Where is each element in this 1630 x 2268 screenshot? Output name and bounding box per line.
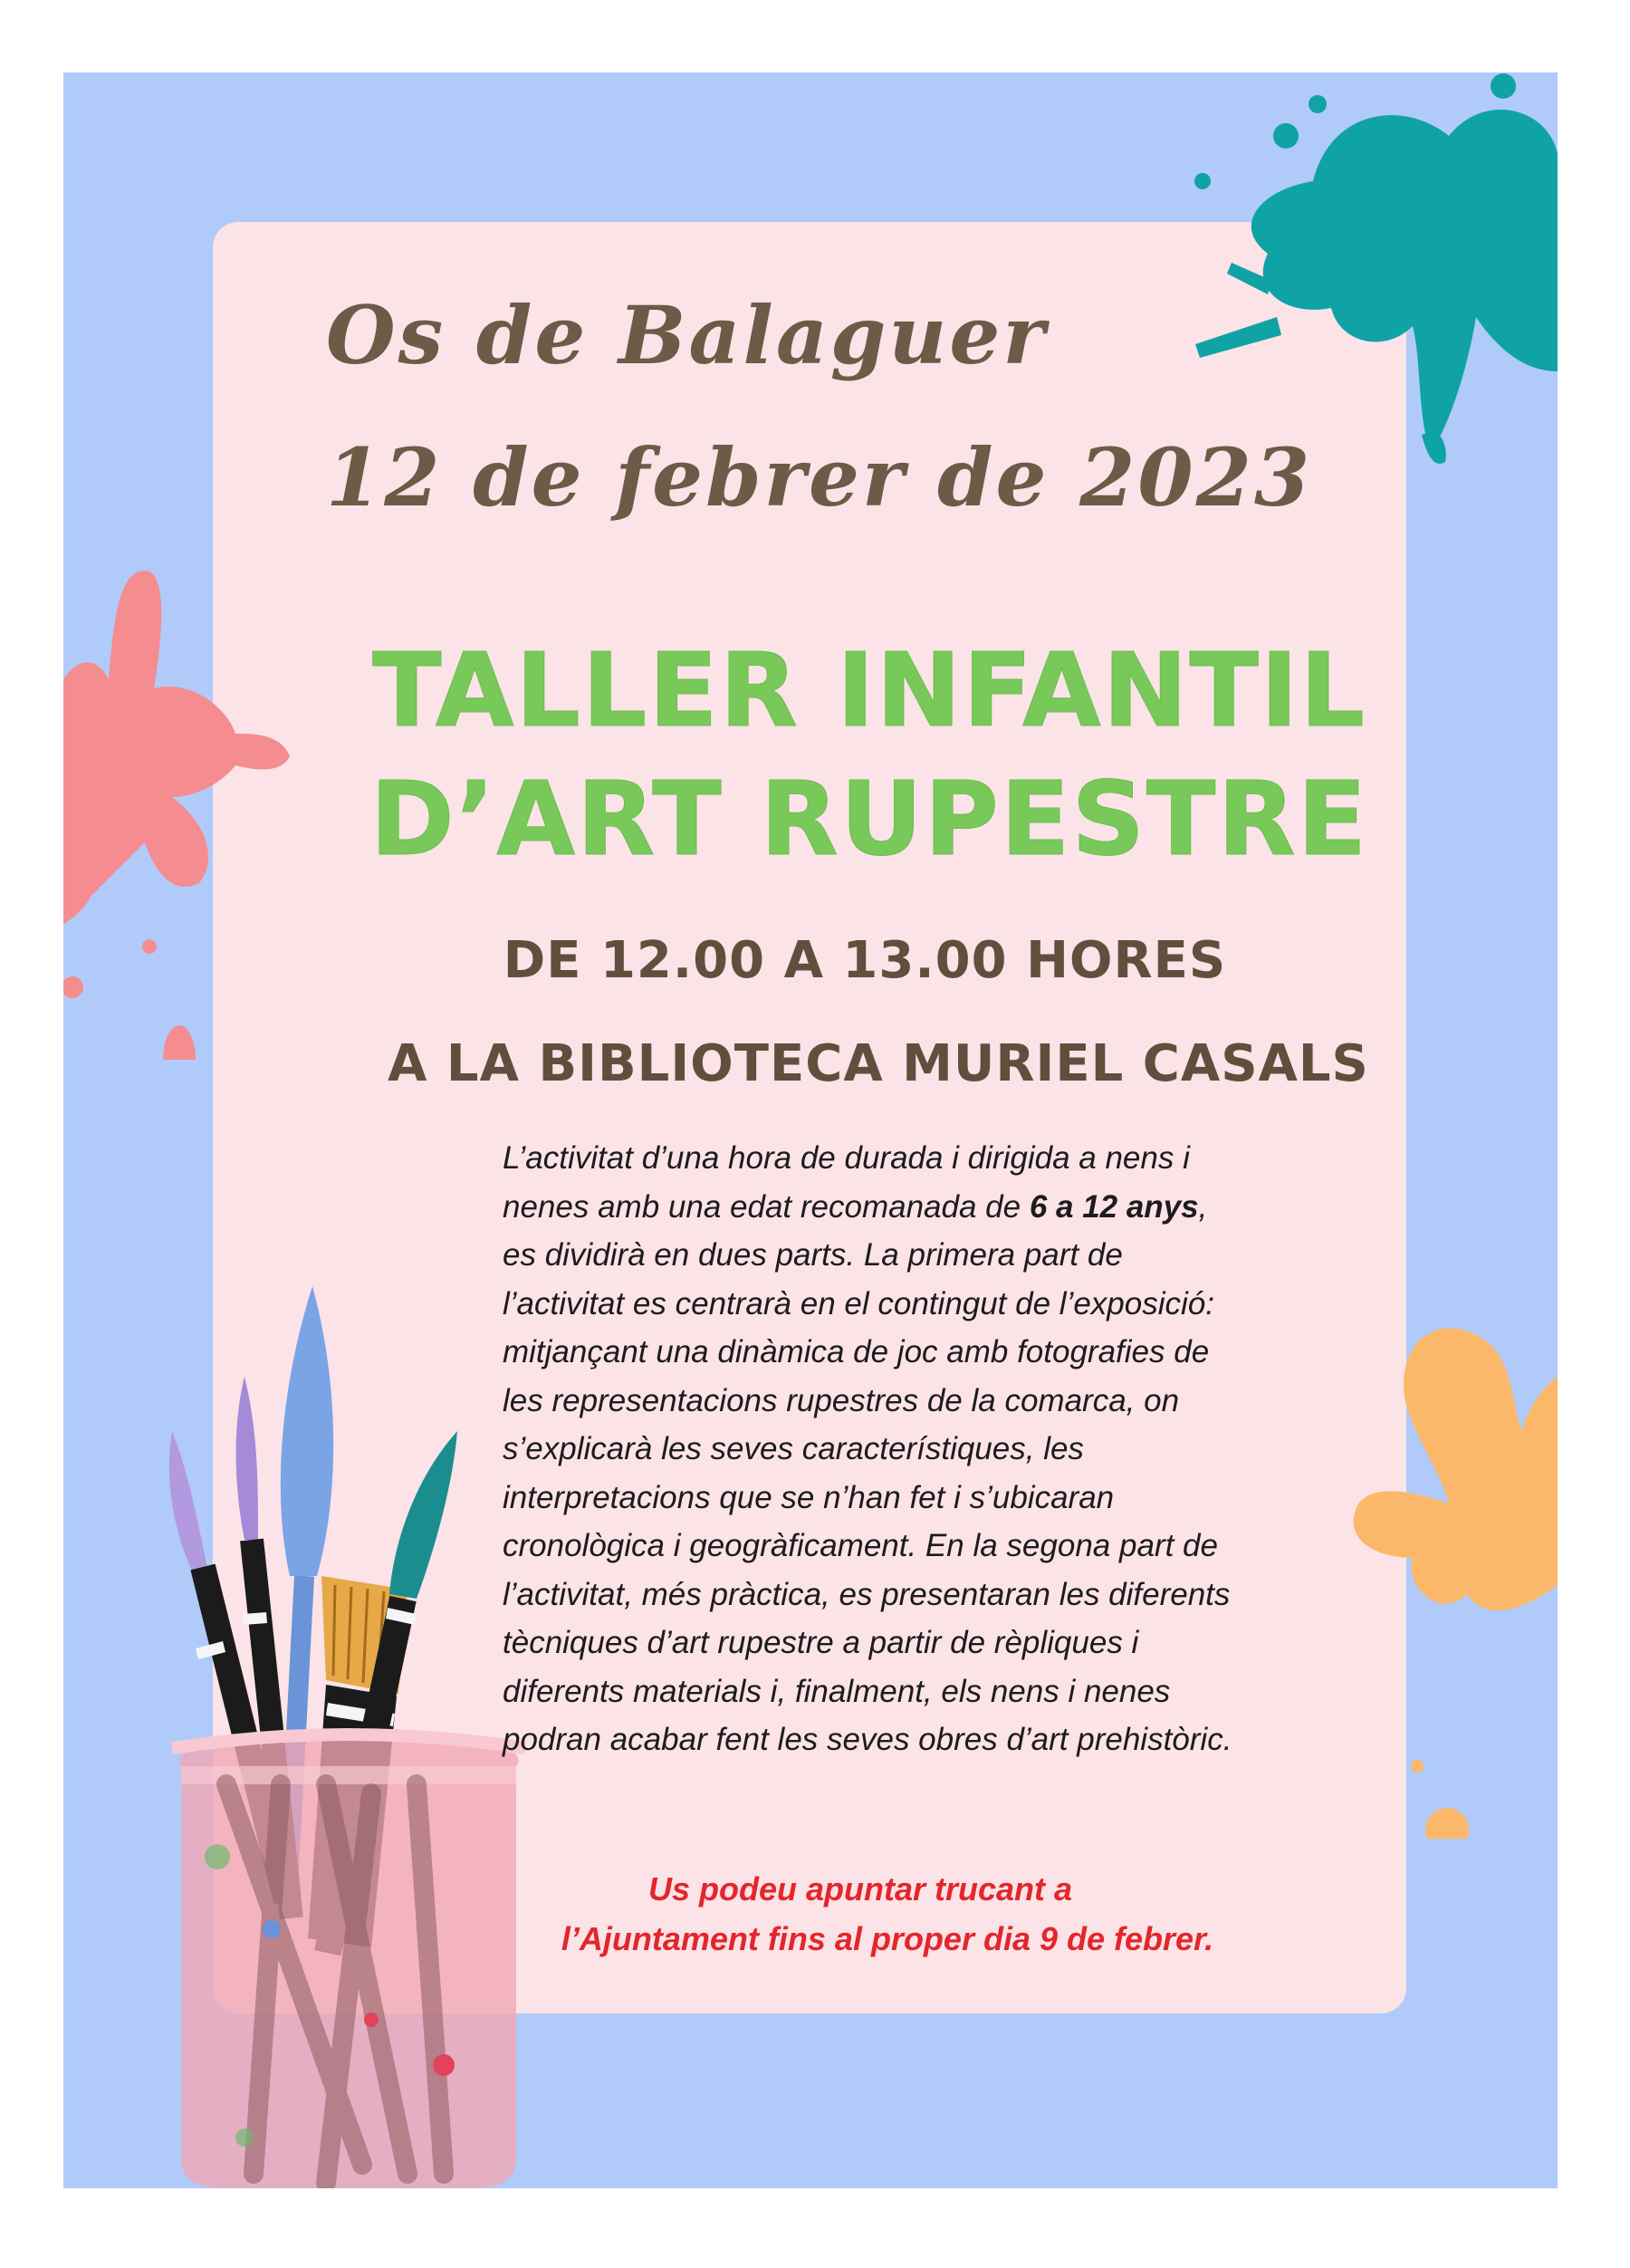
description-line: diferents materials i, finalment, els nens i nenes (503, 1673, 1171, 1709)
age-range: 6 a 12 anys (1029, 1188, 1199, 1225)
description-text: nenes amb una edat recomanada de (503, 1188, 1030, 1225)
description-line: tècniques d’art rupestre a partir de rèpliques i (503, 1625, 1139, 1660)
description-paragraph (503, 1134, 1358, 1764)
description-line: les representacions rupestres de la comarca, on (503, 1382, 1180, 1418)
brush-jar-illustration (145, 1277, 552, 2188)
glass-jar (172, 1735, 525, 2188)
description-line: cronològica i geogràficament. En la segona part de (503, 1528, 1218, 1563)
description-line: podran acabar fent les seves obres d’art prehistòric. (503, 1722, 1232, 1757)
title-line-2: D’ART RUPESTRE (369, 761, 1369, 879)
description-line: L’activitat d’una hora de durada i dirigida a nens i (503, 1140, 1190, 1176)
teal-paint-splash (1177, 72, 1558, 480)
signup-note-line-1: Us podeu apuntar trucant a (647, 1870, 1073, 1908)
description-line: es dividirà en dues parts. La primera part de (503, 1237, 1123, 1273)
description-line: l’activitat, més pràctica, es presentaran les diferents (503, 1576, 1231, 1612)
venue-text: A LA BIBLIOTECA MURIEL CASALS (388, 1034, 1369, 1093)
schedule-text: DE 12.00 A 13.00 HORES (503, 931, 1227, 990)
place-heading: Os de Balaguer (326, 288, 1048, 382)
description-line: interpretacions que se n’han fet i s’ubicaran (503, 1479, 1115, 1515)
description-line: l’activitat es centrarà en el contingut de l’exposició: (503, 1285, 1214, 1321)
description-line (503, 1183, 1358, 1232)
description-text: , (1198, 1188, 1208, 1225)
description-line: mitjançant una dinàmica de joc amb fotografies de (503, 1334, 1210, 1369)
title-line-1: TALLER INFANTIL (372, 632, 1366, 750)
date-heading: 12 de febrer de 2023 (326, 430, 1313, 524)
signup-note-line-2: l’Ajuntament fins al proper dia 9 de febrer. (561, 1920, 1214, 1957)
poster (63, 72, 1558, 2188)
description-line: s’explicarà les seves característiques, les (503, 1431, 1084, 1466)
